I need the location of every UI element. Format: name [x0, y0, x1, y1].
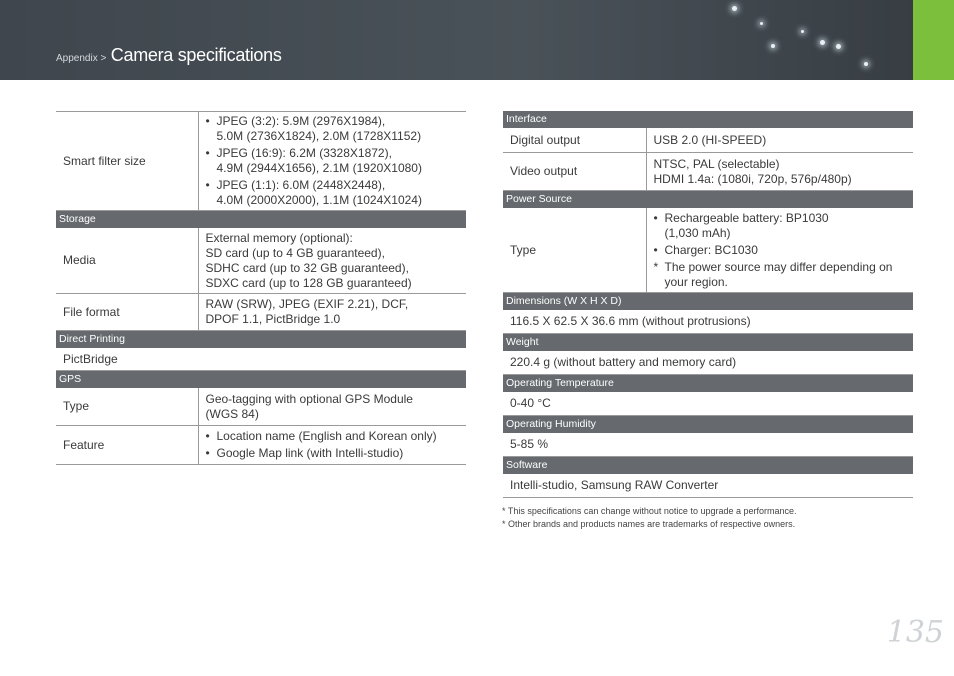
row-value: 5-85 %: [503, 433, 913, 457]
list-item: • Charger: BC1030: [654, 243, 914, 258]
section-header: Dimensions (W X H X D): [503, 293, 913, 311]
section-header: GPS: [56, 371, 466, 389]
row-label: File format: [56, 294, 198, 331]
table-row: [56, 228, 466, 294]
section-tab: [913, 0, 954, 80]
row-value: PictBridge: [56, 348, 466, 371]
section-header: Storage: [56, 211, 466, 229]
row-value: [198, 112, 466, 211]
section-header: Interface: [503, 111, 913, 128]
bokeh-light: [760, 22, 763, 25]
list-item: • Google Map link (with Intelli-studio): [206, 446, 467, 461]
list-item: • Location name (English and Korean only): [206, 429, 467, 444]
page-header: [0, 0, 954, 80]
bokeh-light: [820, 40, 825, 45]
list-item: • Rechargeable battery: BP1030 (1,030 mAh): [654, 211, 914, 241]
section-header: Operating Temperature: [503, 375, 913, 393]
spec-table-right: [503, 111, 913, 498]
bokeh-light: [864, 62, 868, 66]
table-row: [503, 392, 913, 416]
page-number: 135: [886, 615, 944, 650]
row-label: Type: [503, 208, 646, 293]
bokeh-light: [771, 44, 775, 48]
table-row: [503, 351, 913, 375]
bokeh-light: [836, 44, 841, 49]
table-row: [503, 310, 913, 334]
row-value: [198, 426, 466, 465]
row-label: Video output: [503, 153, 646, 191]
row-value: [646, 208, 913, 293]
table-row: [503, 208, 913, 293]
row-value: Geo-tagging with optional GPS Module (WGS 84): [198, 388, 466, 426]
table-row: [503, 433, 913, 457]
row-label: Smart filter size: [56, 112, 198, 211]
row-value: External memory (optional): SD card (up to 4 GB guaranteed), SDHC card (up to 32 GB guaranteed), SDXC card (up to 128 GB guaranteed): [198, 228, 466, 294]
section-header: Power Source: [503, 191, 913, 209]
bokeh-light: [801, 30, 804, 33]
row-value: USB 2.0 (HI-SPEED): [646, 128, 913, 153]
row-value: 0-40 °C: [503, 392, 913, 416]
row-value: 116.5 X 62.5 X 36.6 mm (without protrusions): [503, 310, 913, 334]
row-value: NTSC, PAL (selectable) HDMI 1.4a: (1080i, 720p, 576p/480p): [646, 153, 913, 191]
spec-table-left: [56, 111, 466, 465]
table-row: [56, 112, 466, 211]
section-header: Software: [503, 457, 913, 475]
row-value: 220.4 g (without battery and memory card): [503, 351, 913, 375]
list-item: • JPEG (3:2): 5.9M (2976X1984), 5.0M (2736X1824), 2.0M (1728X1152): [206, 114, 467, 144]
table-row: [56, 294, 466, 331]
table-row: [503, 474, 913, 498]
row-value: Intelli-studio, Samsung RAW Converter: [503, 474, 913, 498]
breadcrumb-parent[interactable]: Appendix >: [56, 53, 107, 64]
table-row: [503, 153, 913, 191]
breadcrumb: [56, 45, 282, 66]
section-header: Weight: [503, 334, 913, 352]
row-label: Feature: [56, 426, 198, 465]
row-label: Digital output: [503, 128, 646, 153]
list-item: • JPEG (16:9): 6.2M (3328X1872), 4.9M (2944X1656), 2.1M (1920X1080): [206, 146, 467, 176]
footnote: * Other brands and products names are trademarks of respective owners.: [502, 519, 796, 529]
page-title: Camera specifications: [110, 45, 282, 65]
table-row: [56, 426, 466, 465]
table-row: [503, 128, 913, 153]
table-row: [56, 388, 466, 426]
section-header: Direct Printing: [56, 331, 466, 349]
list-item: • JPEG (1:1): 6.0M (2448X2448), 4.0M (2000X2000), 1.1M (1024X1024): [206, 178, 467, 208]
row-value: RAW (SRW), JPEG (EXIF 2.21), DCF, DPOF 1.1, PictBridge 1.0: [198, 294, 466, 331]
note-item: * The power source may differ depending on your region.: [654, 260, 914, 290]
footnotes: [502, 505, 797, 531]
row-label: Media: [56, 228, 198, 294]
table-row: [56, 348, 466, 371]
row-label: Type: [56, 388, 198, 426]
section-header: Operating Humidity: [503, 416, 913, 434]
bokeh-light: [732, 6, 737, 11]
footnote: * This specifications can change without notice to upgrade a performance.: [502, 506, 797, 516]
